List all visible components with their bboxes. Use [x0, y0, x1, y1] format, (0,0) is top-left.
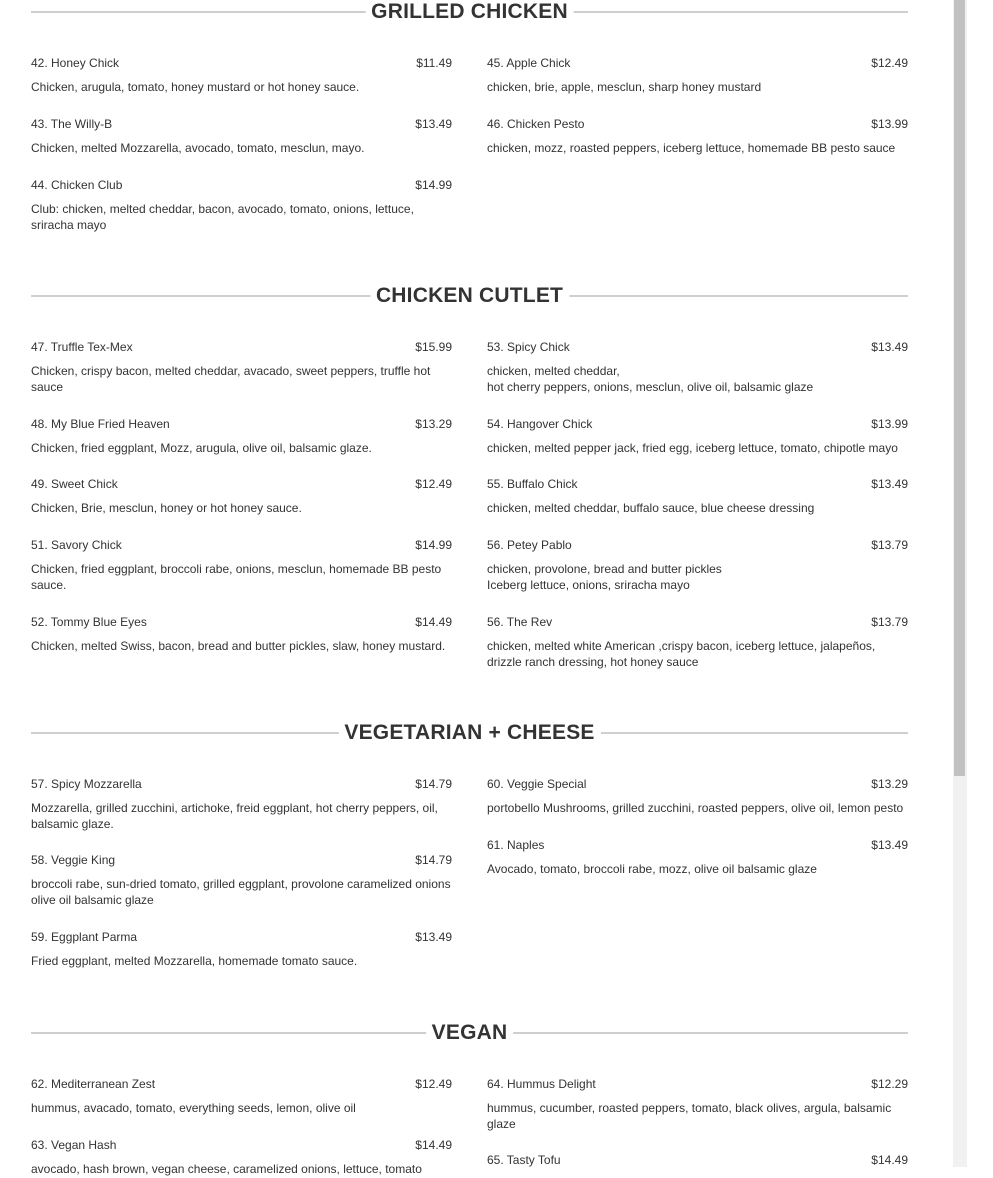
item-price: $13.49: [871, 340, 908, 354]
item-name: 42. Honey Chick: [31, 56, 120, 70]
item-name: 59. Eggplant Parma: [31, 930, 138, 944]
item-price: $12.49: [415, 477, 452, 491]
section-header: [31, 721, 908, 745]
section-header: [31, 1021, 908, 1045]
item-price: $14.49: [415, 1138, 452, 1152]
item-description: Chicken, fried eggplant, broccoli rabe, onions, mesclun, homemade BB pesto sauce.: [31, 562, 442, 592]
item-description: hummus, cucumber, roasted peppers, tomato, black olives, argula, balsamic glaze: [487, 1101, 892, 1131]
item-description: chicken, mozz, roasted peppers, iceberg lettuce, homemade BB pesto sauce: [487, 141, 896, 155]
item-name: 60. Veggie Special: [487, 777, 587, 791]
item-description: chicken, melted cheddar, buffalo sauce, blue cheese dressing: [487, 501, 815, 515]
item-name: 45. Apple Chick: [487, 56, 571, 70]
item-price: $13.79: [871, 615, 908, 629]
item-name: 57. Spicy Mozzarella: [31, 777, 142, 791]
section-vegetarian-cheese: [31, 721, 908, 981]
item-name: 64. Hummus Delight: [487, 1077, 596, 1091]
item-description: portobello Mushrooms, grilled zucchini, roasted peppers, olive oil, lemon pesto: [487, 801, 904, 815]
item-price: $14.49: [871, 1153, 908, 1167]
item-name: 47. Truffle Tex-Mex: [31, 340, 133, 354]
item-price: $12.49: [871, 56, 908, 70]
item-price: $14.79: [415, 777, 452, 791]
item-description: avocado, hash brown, vegan cheese, caramelized onions, lettuce, tomato: [31, 1162, 422, 1176]
item-description: chicken, melted white American ,crispy bacon, iceberg lettuce, jalapeños, drizzle ranch dressing, hot honey sauce: [487, 639, 876, 669]
item-name: 58. Veggie King: [31, 853, 116, 867]
section-grilled-chicken: [31, 0, 908, 240]
item-description: Mozzarella, grilled zucchini, artichoke, freid eggplant, hot cherry peppers, oil, balsamic glaze.: [31, 801, 438, 831]
item-description: Chicken, crispy bacon, melted cheddar, avacado, sweet peppers, truffle hot sauce: [31, 364, 431, 394]
section-vegan: [31, 1021, 908, 1176]
section-title: VEGAN: [426, 1021, 514, 1045]
item-price: $12.29: [871, 1077, 908, 1091]
item-name: 56. Petey Pablo: [487, 538, 572, 552]
item-description: chicken, brie, apple, mesclun, sharp honey mustard: [487, 80, 762, 94]
item-name: 55. Buffalo Chick: [487, 477, 578, 491]
section-title: GRILLED CHICKEN: [365, 0, 574, 24]
item-description: Chicken, arugula, tomato, honey mustard or hot honey sauce.: [31, 80, 360, 94]
item-name: 56. The Rev: [487, 615, 553, 629]
item-description: Chicken, fried eggplant, Mozz, arugula, olive oil, balsamic glaze.: [31, 441, 372, 455]
item-price: $13.29: [415, 417, 452, 431]
item-description: Fried eggplant, melted Mozzarella, homemade tomato sauce.: [31, 954, 358, 968]
item-price: $13.99: [871, 117, 908, 131]
item-name: 51. Savory Chick: [31, 538, 122, 552]
item-description: Chicken, melted Mozzarella, avocado, tomato, mesclun, mayo.: [31, 141, 365, 155]
item-description: chicken, melted cheddar, hot cherry peppers, onions, mesclun, olive oil, balsamic glaze: [487, 364, 814, 394]
item-name: 52. Tommy Blue Eyes: [31, 615, 147, 629]
item-name: 61. Naples: [487, 838, 545, 852]
item-price: $13.99: [871, 417, 908, 431]
item-price: $12.49: [415, 1077, 452, 1091]
item-description: hummus, avacado, tomato, everything seeds, lemon, olive oil: [31, 1101, 356, 1115]
item-description: chicken, melted pepper jack, fried egg, iceberg lettuce, tomato, chipotle mayo: [487, 441, 898, 455]
section-header: [31, 284, 908, 308]
item-description: Chicken, Brie, mesclun, honey or hot honey sauce.: [31, 501, 302, 515]
item-name: 63. Vegan Hash: [31, 1138, 117, 1152]
item-price: $13.49: [415, 117, 452, 131]
item-name: 49. Sweet Chick: [31, 477, 118, 491]
item-price: $14.99: [415, 538, 452, 552]
section-title: CHICKEN CUTLET: [370, 284, 569, 308]
section-header: [31, 0, 908, 24]
item-price: $14.79: [415, 853, 452, 867]
item-name: 62. Mediterranean Zest: [31, 1077, 156, 1091]
item-price: $15.99: [415, 340, 452, 354]
item-price: $13.49: [871, 477, 908, 491]
item-price: $13.79: [871, 538, 908, 552]
item-name: 53. Spicy Chick: [487, 340, 570, 354]
scrollbar-thumb[interactable]: [954, 0, 965, 776]
item-description: chicken, provolone, bread and butter pickles Iceberg lettuce, onions, sriracha mayo: [487, 562, 722, 592]
section-title: VEGETARIAN + CHEESE: [338, 721, 600, 745]
item-price: $13.29: [871, 777, 908, 791]
item-name: 44. Chicken Club: [31, 178, 123, 192]
section-chicken-cutlet: [31, 284, 908, 674]
item-description: Club: chicken, melted cheddar, bacon, avocado, tomato, onions, lettuce, sriracha mayo: [31, 202, 414, 232]
item-price: $14.99: [415, 178, 452, 192]
item-name: 43. The Willy-B: [31, 117, 113, 131]
item-description: Avocado, tomato, broccoli rabe, mozz, olive oil balsamic glaze: [487, 862, 817, 876]
item-price: $11.49: [416, 56, 452, 70]
item-description: broccoli rabe, sun-dried tomato, grilled eggplant, provolone caramelized onions olive oil balsamic glaze: [31, 877, 451, 907]
item-description: Chicken, melted Swiss, bacon, bread and butter pickles, slaw, honey mustard.: [31, 639, 446, 653]
item-name: 65. Tasty Tofu: [487, 1153, 561, 1167]
item-name: 54. Hangover Chick: [487, 417, 593, 431]
item-name: 46. Chicken Pesto: [487, 117, 585, 131]
item-price: $13.49: [871, 838, 908, 852]
item-price: $14.49: [415, 615, 452, 629]
scrollbar[interactable]: [953, 0, 967, 1167]
item-name: 48. My Blue Fried Heaven: [31, 417, 170, 431]
item-price: $13.49: [415, 930, 452, 944]
